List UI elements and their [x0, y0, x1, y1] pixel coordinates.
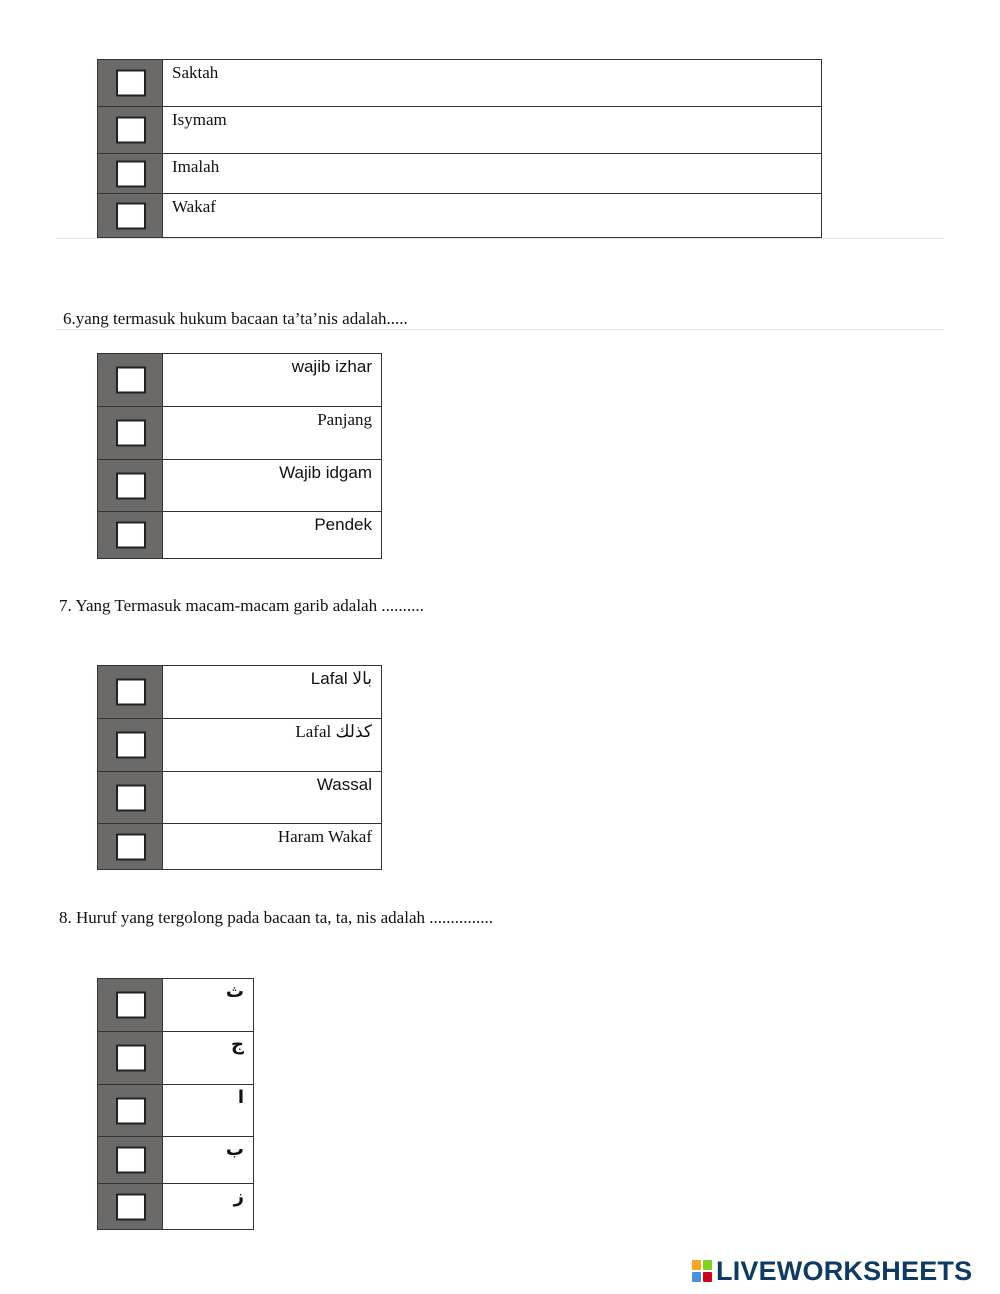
q8-option-4-label: ب — [225, 1139, 244, 1160]
liveworksheets-logo — [692, 1256, 972, 1286]
liveworksheets-logo-icon — [692, 1260, 712, 1282]
q5-option-1-checkbox[interactable] — [116, 70, 146, 97]
q8-option-row — [98, 1032, 254, 1085]
q7-option-4-label: Haram Wakaf — [277, 827, 372, 846]
q8-option-row — [98, 1184, 254, 1230]
q8-option-5-checkbox[interactable] — [116, 1193, 146, 1220]
q8-option-2-checkbox[interactable] — [116, 1045, 146, 1072]
divider — [56, 238, 944, 239]
q7-option-row — [98, 772, 382, 824]
q7-option-4-checkbox[interactable] — [116, 833, 146, 860]
q8-option-row — [98, 1085, 254, 1137]
q8-option-row — [98, 1137, 254, 1184]
q7-option-row — [98, 719, 382, 772]
q5-option-row — [98, 194, 822, 238]
q8-options-table — [97, 978, 254, 1230]
q7-option-row — [98, 824, 382, 870]
q6-option-2-label: Panjang — [317, 410, 372, 429]
q8-option-2-label: ج — [231, 1034, 244, 1055]
q7-option-3-checkbox[interactable] — [116, 784, 146, 811]
q5-option-3-checkbox[interactable] — [116, 160, 146, 187]
q6-option-4-label: Pendek — [314, 515, 372, 534]
q8-option-3-checkbox[interactable] — [116, 1097, 146, 1124]
q5-option-cell — [98, 60, 163, 107]
q5-options-table — [97, 59, 822, 238]
q5-option-2-label: Isymam — [172, 110, 227, 129]
q6-options-table — [97, 353, 382, 559]
liveworksheets-logo-text: LIVEWORKSHEETS — [716, 1255, 973, 1286]
q8-option-row — [98, 979, 254, 1032]
q6-option-4-checkbox[interactable] — [116, 522, 146, 549]
q6-option-row — [98, 354, 382, 407]
q5-option-3-label: Imalah — [172, 157, 220, 176]
q7-option-2-checkbox[interactable] — [116, 732, 146, 759]
q8-option-1-checkbox[interactable] — [116, 992, 146, 1019]
q7-option-2-label: Lafal كذلك — [295, 722, 372, 741]
q8-option-3-label: ا — [237, 1087, 244, 1108]
q5-option-1-label: Saktah — [172, 63, 219, 82]
q8-option-5-label: ز — [233, 1186, 244, 1207]
q5-option-row — [98, 107, 822, 154]
q7-option-3-label: Wassal — [316, 775, 372, 794]
q6-option-row — [98, 512, 382, 559]
q6-option-2-checkbox[interactable] — [116, 420, 146, 447]
q5-option-4-label: Wakaf — [172, 197, 216, 216]
q5-option-4-checkbox[interactable] — [116, 202, 146, 229]
q6-option-row — [98, 407, 382, 460]
q6-question-text: 6.yang termasuk hukum bacaan ta’ta’nis adalah..... — [63, 309, 408, 328]
q7-question-text: 7. Yang Termasuk macam-macam garib adalah .......... — [59, 596, 424, 615]
q7-option-1-checkbox[interactable] — [116, 679, 146, 706]
q5-option-row — [98, 154, 822, 194]
q6-option-3-checkbox[interactable] — [116, 472, 146, 499]
q6-option-3-label: Wajib idgam — [279, 463, 372, 482]
q6-option-row — [98, 460, 382, 512]
q5-option-2-checkbox[interactable] — [116, 117, 146, 144]
q7-option-1-label: Lafal بالا — [310, 669, 372, 688]
q8-option-4-checkbox[interactable] — [116, 1147, 146, 1174]
q6-option-1-checkbox[interactable] — [116, 367, 146, 394]
q6-option-1-label: wajib izhar — [291, 357, 372, 376]
divider — [56, 329, 944, 330]
q8-question-text: 8. Huruf yang tergolong pada bacaan ta, ta, nis adalah ............... — [59, 908, 493, 927]
q7-options-table — [97, 665, 382, 870]
q7-option-row — [98, 666, 382, 719]
q5-option-row — [98, 60, 822, 107]
q8-option-1-label: ث — [225, 981, 244, 1002]
